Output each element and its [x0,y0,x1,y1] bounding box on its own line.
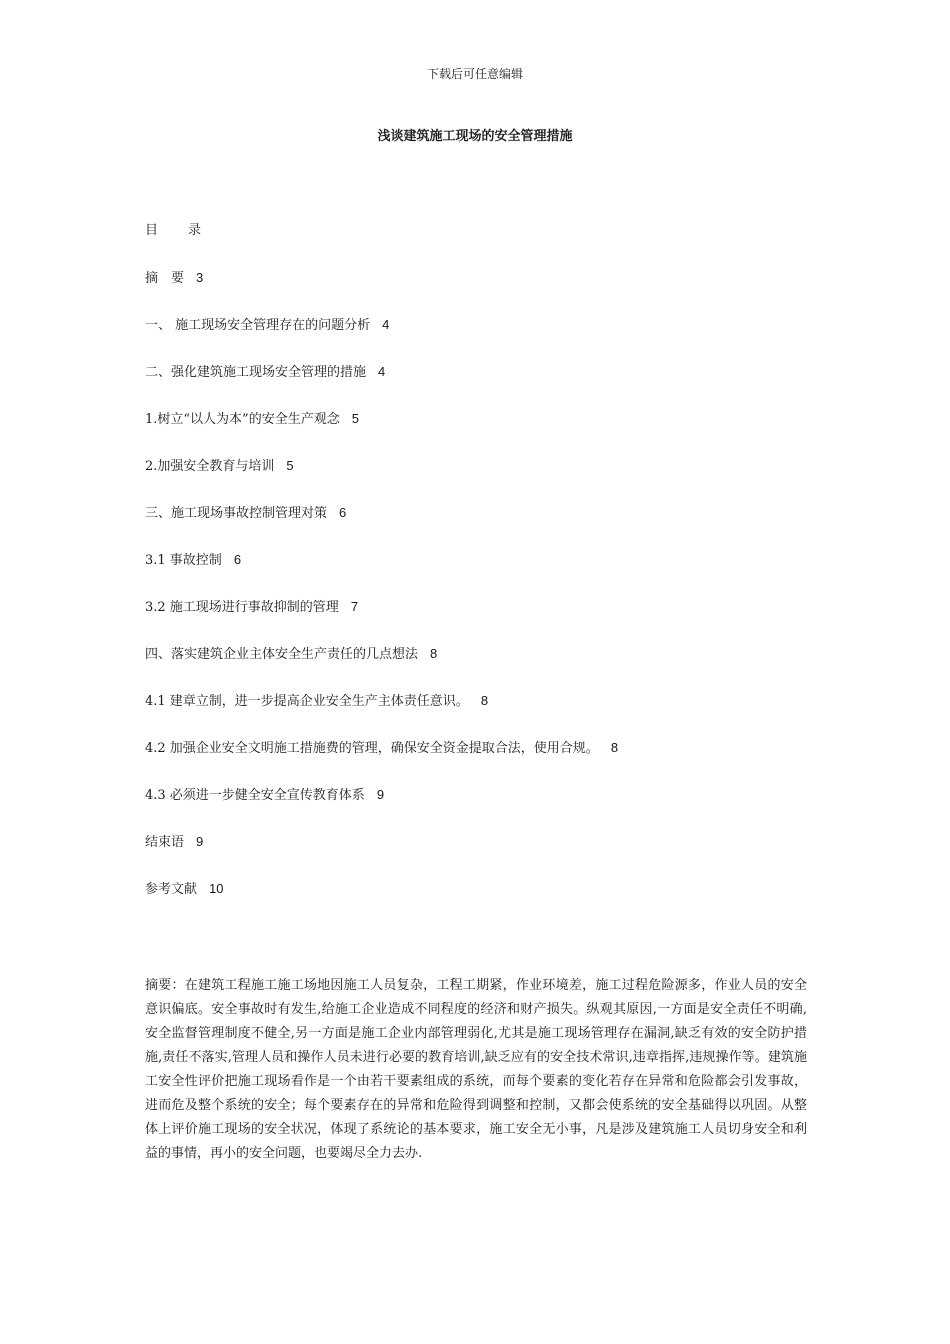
toc-entry[interactable] [145,269,825,287]
toc-entry-page: 4 [382,317,390,332]
page-header-note: 下载后可任意编辑 [426,67,523,81]
toc-entry-page: 5 [286,458,294,473]
toc-entry[interactable] [145,692,825,710]
toc-entry[interactable] [145,739,825,757]
toc-entry[interactable] [145,645,825,663]
toc-entry-page: 5 [351,411,359,426]
toc-entry-label: 4.3 必须进一步健全安全宣传教育体系 [145,788,365,803]
toc-entry-label: 1.树立“以人为本”的安全生产观念 [145,412,340,427]
toc-entry[interactable] [145,316,825,334]
toc-entry-page: 3 [196,270,204,285]
toc-entry-label: 参考文献 [145,882,198,897]
table-of-contents [145,222,825,927]
toc-entry-label: 二、强化建筑施工现场安全管理的措施 [145,365,367,380]
toc-entry-label: 一、 施工现场安全管理存在的问题分析 [145,318,371,333]
toc-entry-page: 9 [196,834,204,849]
toc-entry[interactable] [145,598,825,616]
toc-entry-label: 四、落实建筑企业主体安全生产责任的几点想法 [145,647,419,662]
toc-entry-page: 8 [610,740,619,755]
toc-entry[interactable] [145,833,825,851]
toc-entry-label: 摘 要 [145,271,185,286]
toc-entry-label: 2.加强安全教育与培训 [145,459,275,474]
toc-entry[interactable] [145,551,825,569]
toc-entry-page: 8 [480,693,489,708]
toc-entry-page: 4 [378,364,386,379]
toc-entry-label: 三、施工现场事故控制管理对策 [145,506,328,521]
toc-entry-label: 结束语 [145,835,185,850]
toc-entry[interactable] [145,410,825,428]
toc-heading-char-1: 目 [145,223,159,238]
toc-entry[interactable] [145,363,825,381]
toc-heading [145,222,825,240]
toc-list [145,269,825,898]
toc-entry-page: 7 [350,599,359,614]
document-title: 浅谈建筑施工现场的安全管理措施 [377,129,573,144]
toc-entry[interactable] [145,457,825,475]
toc-entry-label: 4.1 建章立制，进一步提高企业安全生产主体责任意识。 [145,694,469,709]
toc-entry[interactable] [145,880,825,898]
toc-entry-label: 4.2 加强企业安全文明施工措施费的管理，确保安全资金提取合法，使用合规。 [145,741,599,756]
abstract-paragraph: 摘要：在建筑工程施工施工场地因施工人员复杂，工程工期紧，作业环境差，施工过程危险源多，作业人员的安全意识偏底。安全事故时有发生,给施工企业造成不同程度的经济和财产损失。纵观其原因,一方面是安全责任不明确,安全监督管理制度不健全,另一方面是施工企业内部管理弱化,尤其是施工现场管理存在漏洞,缺乏有效的安全防护措施,责任不落实,管理人员和操作人员未进行必要的教育培训,缺乏应有的安全技术常识,违章指挥,违规操作等。建筑施工安全性评价把施工现场看作是一个由若干要素组成的系统，而每个要素的变化若存在异常和危险都会引发事故，进而危及整个系统的安全；每个要素存在的异常和危险得到调整和控制，又都会使系统的安全基础得以巩固。从整体上评价施工现场的安全状况，体现了系统论的基本要求，施工安全无小事，凡是涉及建筑施工人员切身安全和利益的事情，再小的安全问题，也要竭尽全力去办. [145,978,807,1161]
toc-entry-page: 10 [209,881,224,896]
toc-entry-page: 8 [430,646,438,661]
toc-entry[interactable] [145,786,825,804]
toc-entry[interactable] [145,504,825,522]
toc-heading-char-2: 录 [188,223,202,238]
toc-entry-page: 6 [233,552,242,567]
toc-entry-page: 9 [376,787,385,802]
toc-entry-page: 6 [339,505,347,520]
toc-entry-label: 3.2 施工现场进行事故抑制的管理 [145,600,339,615]
toc-entry-label: 3.1 事故控制 [145,553,222,568]
